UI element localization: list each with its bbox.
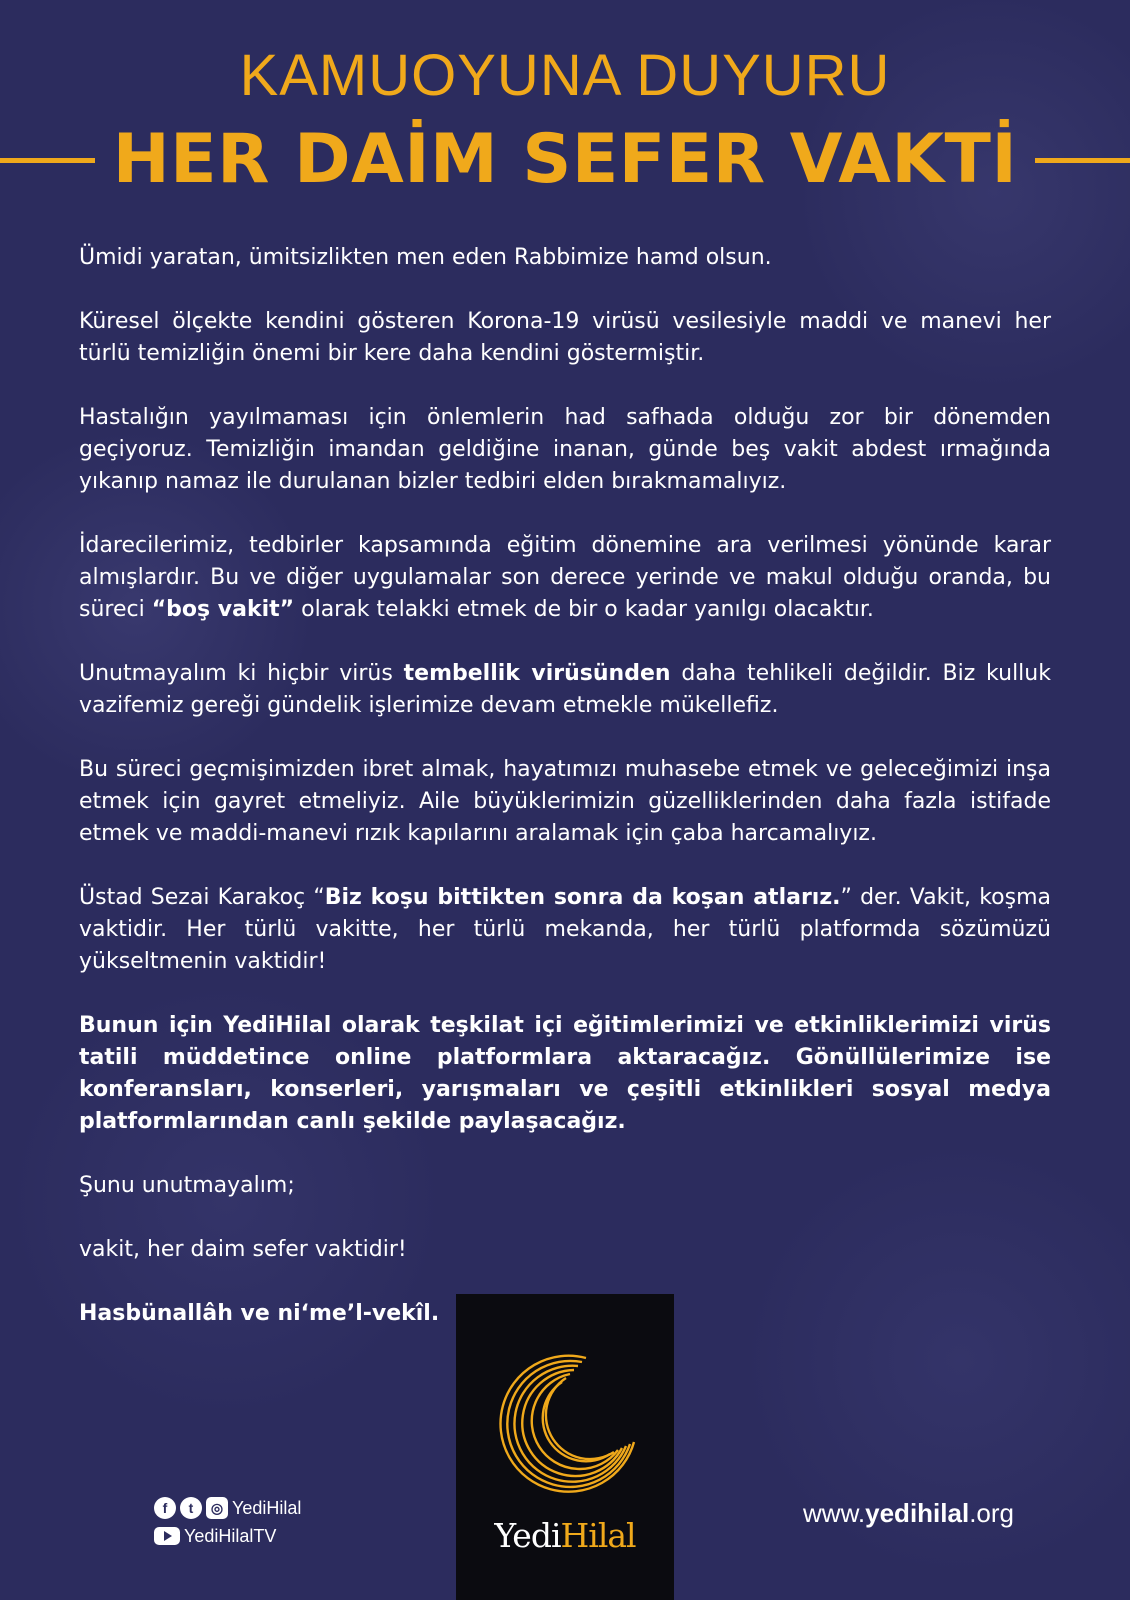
paragraph-6: Bu süreci geçmişimizden ibret almak, hayatımızı muhasebe etmek ve geleceğimizi inşa etmek için gayret etmeliyiz. Aile büyüklerimizin güzelliklerinden daha fazla istifade etmek ve maddi-manevi rızık kapılarını aralamak için çaba harcamalıyız. (79, 757, 1051, 846)
website-link[interactable] (803, 1498, 1014, 1529)
closing-line-2: vakit, her daim sefer vaktidir! (79, 1237, 407, 1262)
instagram-icon[interactable]: ◎ (206, 1497, 228, 1519)
title-rule-right (1035, 158, 1130, 163)
paragraph-4 (79, 530, 1051, 626)
yedihilal-logo (456, 1294, 674, 1600)
crescent-icon (490, 1350, 640, 1500)
announcement-body (79, 242, 1051, 1362)
paragraph-5-text: Unutmayalım ki hiçbir virüs (79, 661, 404, 686)
title-row (0, 120, 1130, 200)
social-handle[interactable]: YediHilal (232, 1497, 302, 1518)
paragraph-4-text: İdarecilerimiz, tedbirler kapsamında eğitim dönemine ara verilmesi yönünde karar almışlardır. Bu ve diğer uygulamalar son derece yerinde ve makul olduğu oranda, bu süreci (79, 533, 1051, 622)
logo-wordmark-part1: Yedi (494, 1516, 561, 1555)
paragraph-5-emphasis: tembellik virüsünden (403, 661, 671, 686)
facebook-icon[interactable]: f (154, 1497, 176, 1519)
social-links (154, 1494, 301, 1550)
website-prefix: www. (803, 1498, 866, 1528)
paragraph-5-text-end: daha tehlikeli değildir. Biz kulluk vazifemiz gereği gündelik işlerimize devam etmekle mükellefiz. (79, 661, 1051, 718)
paragraph-8-bold: Bunun için YediHilal olarak teşkilat içi eğitimlerimizi ve etkinliklerimizi virüs tatili müddetince online platformlara aktaracağız. Gönüllülerimize ise konferansları, konserleri, yarışmaları ve çeşitli etkinlikleri sosyal medya platformlarından canlı şekilde paylaşacağız. (79, 1013, 1051, 1134)
youtube-icon[interactable] (154, 1527, 180, 1545)
social-row-main[interactable] (154, 1494, 301, 1522)
paragraph-4-text-end: olarak telakki etmek de bir o kadar yanılgı olacaktır. (294, 597, 874, 622)
paragraph-1: Ümidi yaratan, ümitsizlikten men eden Rabbimize hamd olsun. (79, 245, 772, 270)
social-row-youtube[interactable] (154, 1522, 301, 1550)
quote-emphasis: Biz koşu bittikten sonra da koşan atlarız. (324, 885, 841, 910)
website-suffix: .org (969, 1498, 1014, 1528)
announcement-label: KAMUOYUNA DUYURU (239, 43, 891, 108)
paragraph-2: Küresel ölçekte kendini gösteren Korona-19 virüsü vesilesiyle maddi ve manevi her türlü temizliğin önemi bir kere daha kendini göstermiştir. (79, 309, 1051, 366)
paragraph-7-text-end: ” der. Vakit, koşma vaktidir. Her türlü vakitte, her türlü mekanda, her türlü platformda sözümüzü yükseltmenin vaktidir! (79, 885, 1051, 974)
signoff-text: Hasbünallâh ve ni‘me’l-vekîl. (79, 1301, 440, 1326)
paragraph-8 (79, 1010, 1051, 1138)
logo-wordmark (456, 1516, 674, 1555)
youtube-handle[interactable]: YediHilalTV (184, 1525, 277, 1546)
closing-line-1: Şunu unutmayalım; (79, 1173, 295, 1198)
paragraph-7 (79, 882, 1051, 978)
logo-wordmark-part2: Hilal (560, 1516, 636, 1555)
twitter-icon[interactable]: t (180, 1497, 202, 1519)
paragraph-3: Hastalığın yayılmaması için önlemlerin had safhada olduğu zor bir dönemden geçiyoruz. Temizliğin imandan geldiğine inanan, günde beş vakit abdest ırmağında yıkanıp namaz ile durulanan bizler tedbiri elden bırakmamalıyız. (79, 405, 1051, 494)
paragraph-5 (79, 658, 1051, 722)
title-rule-left (0, 158, 95, 163)
paragraph-7-text: Üstad Sezai Karakoç “ (79, 885, 325, 910)
website-name: yedihilal (865, 1498, 970, 1528)
paragraph-4-emphasis: “boş vakit” (151, 597, 295, 622)
page-title: HER DAİM SEFER VAKTİ (112, 120, 1018, 199)
